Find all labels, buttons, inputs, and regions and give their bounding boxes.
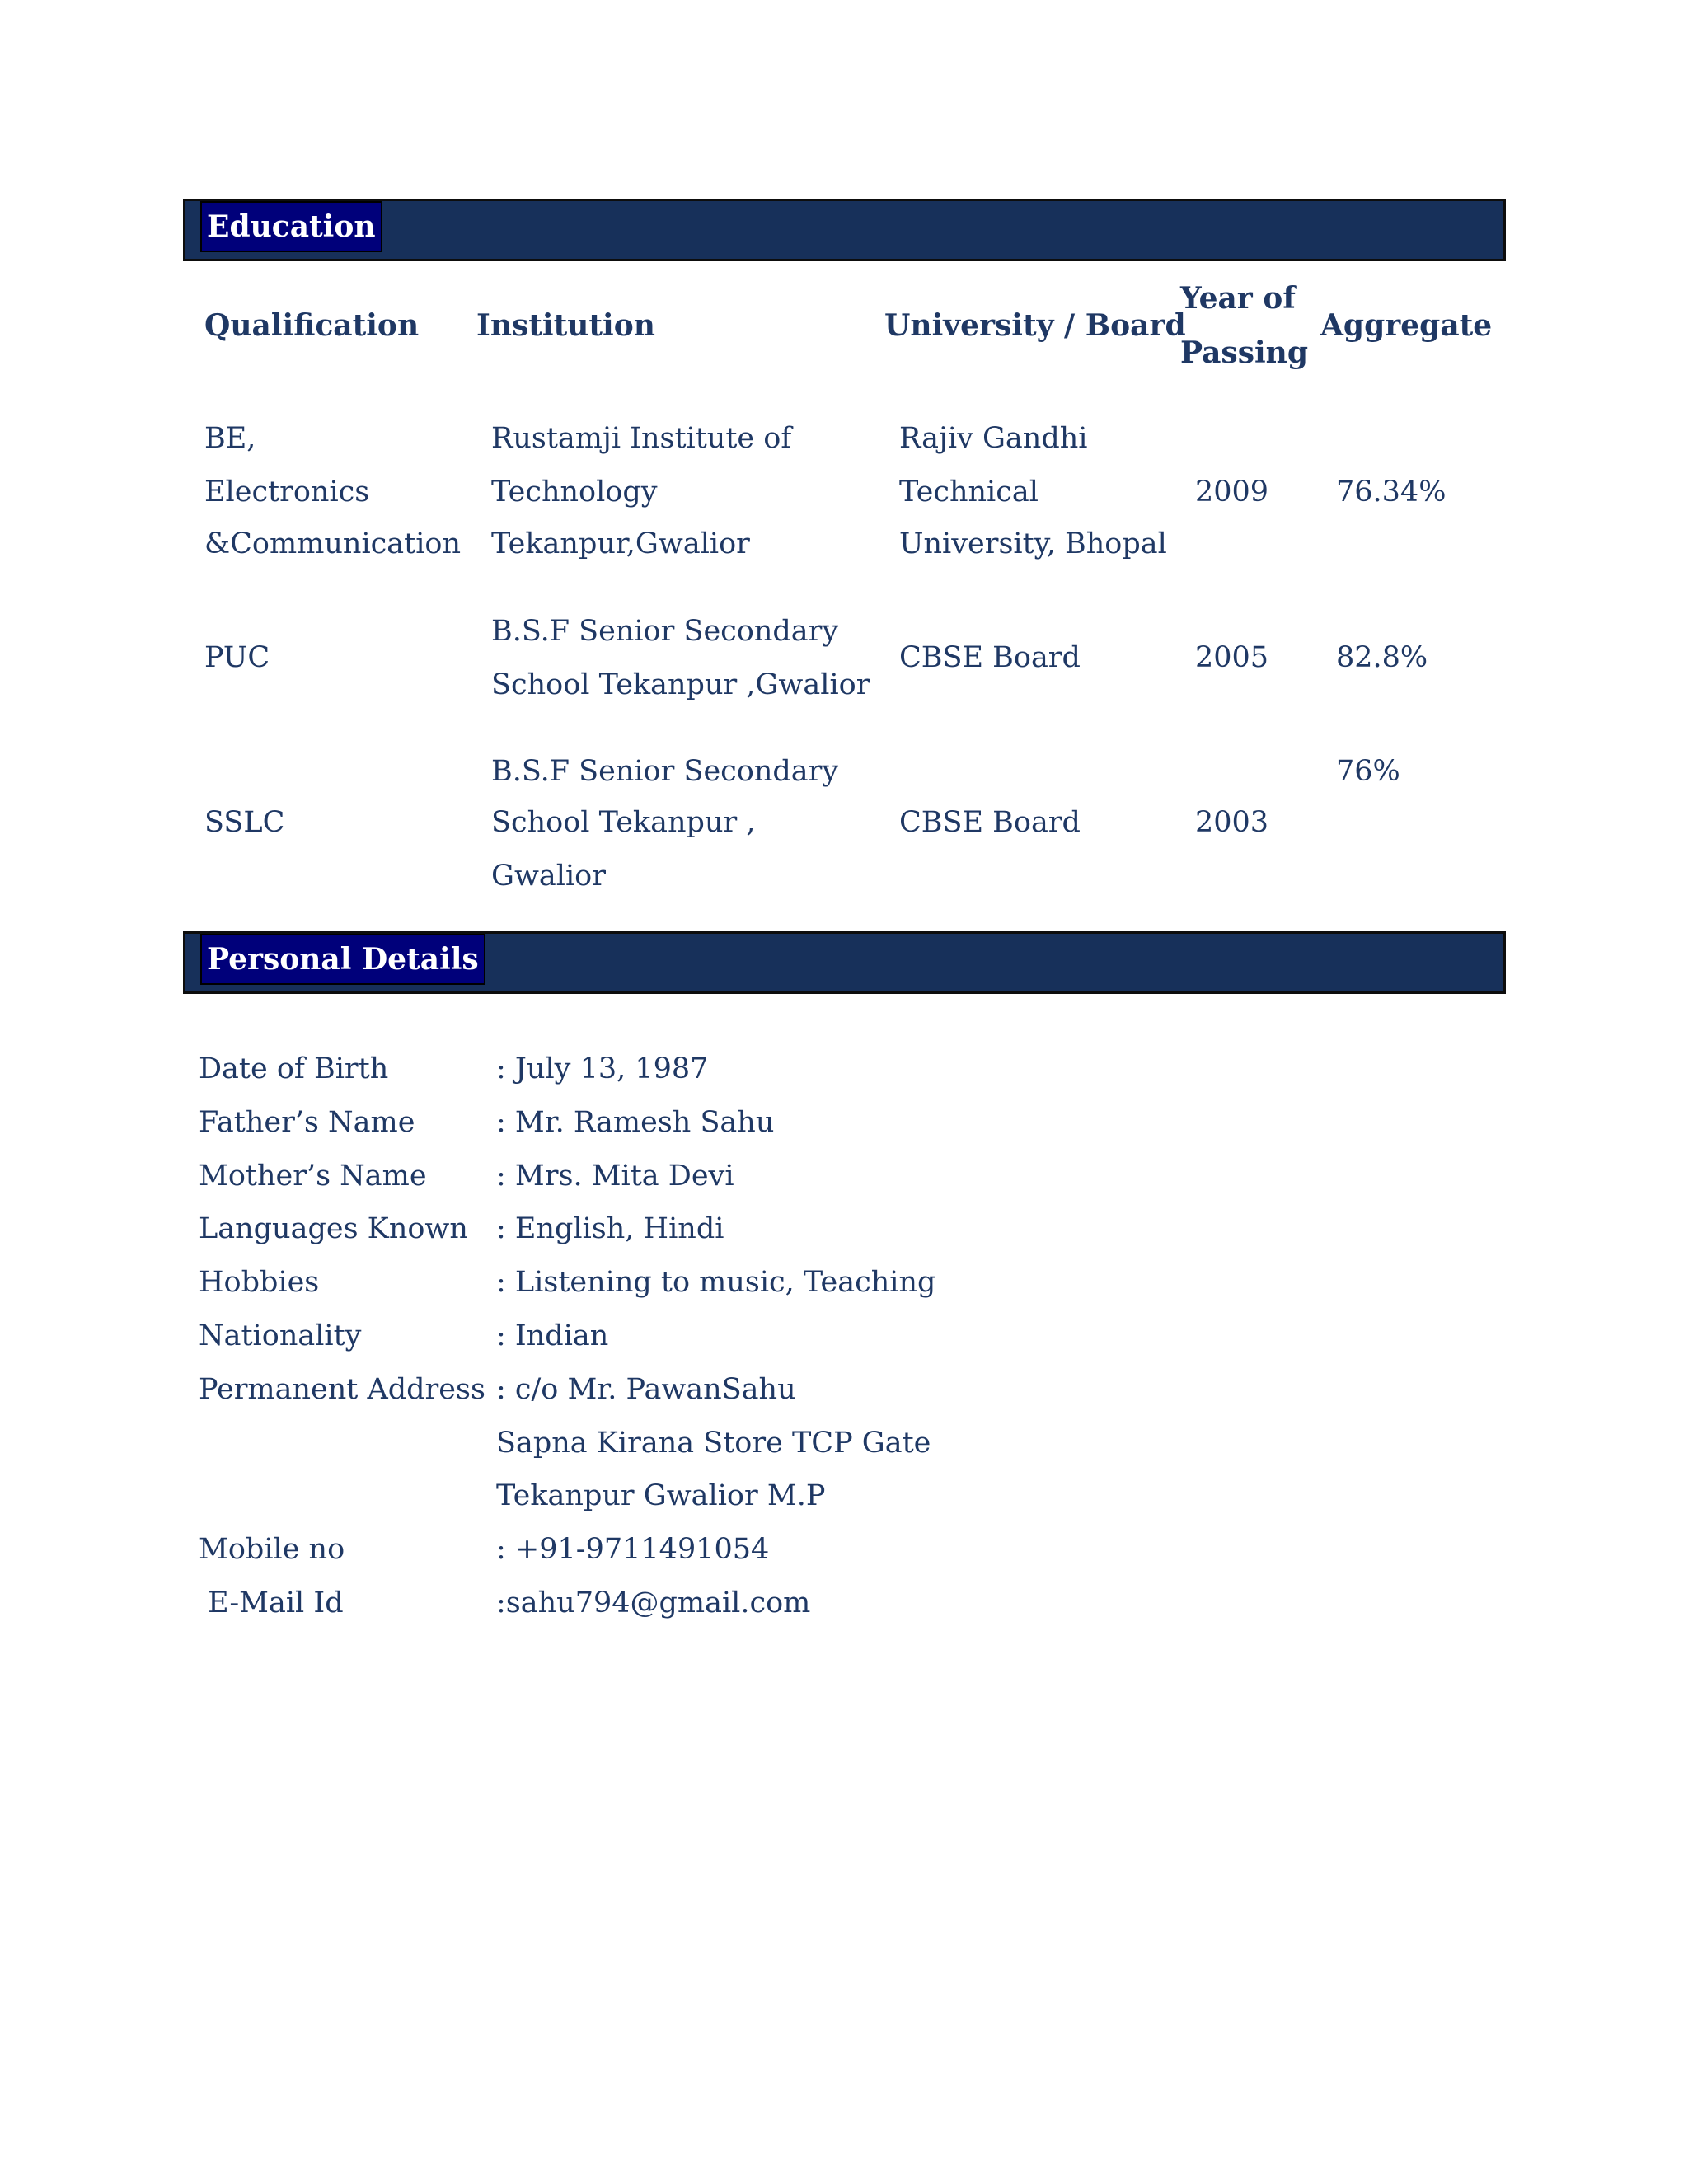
header-aggregate: Aggregate: [1320, 308, 1493, 343]
row1-qualification-line1: BE,: [204, 422, 256, 455]
row1-year: 2009: [1195, 476, 1269, 509]
languages-value: : English, Hindi: [496, 1212, 724, 1245]
row2-institution-line2: School Tekanpur ,Gwalior: [491, 668, 870, 701]
dob-label: Date of Birth: [199, 1052, 389, 1085]
hobbies-value: : Listening to music, Teaching: [496, 1266, 936, 1299]
row2-qualification: PUC: [204, 641, 270, 674]
mobile-value: : +91-9711491054: [496, 1533, 770, 1566]
row1-institution-line3: Tekanpur,Gwalior: [491, 527, 750, 560]
nationality-label: Nationality: [199, 1319, 362, 1352]
header-institution: Institution: [476, 308, 655, 343]
row3-institution-line1: B.S.F Senior Secondary: [491, 755, 839, 788]
header-qualification: Qualification: [204, 308, 420, 343]
row1-university-line1: Rajiv Gandhi: [899, 422, 1088, 455]
row2-aggregate: 82.8%: [1336, 641, 1428, 674]
nationality-value: : Indian: [496, 1319, 609, 1352]
row3-qualification: SSLC: [204, 806, 285, 839]
email-value: :sahu794@gmail.com: [496, 1586, 811, 1619]
father-name-label: Father’s Name: [199, 1106, 415, 1139]
address-line1: : c/o Mr. PawanSahu: [496, 1373, 796, 1406]
education-section-bar: [183, 199, 1506, 261]
father-name-value: : Mr. Ramesh Sahu: [496, 1106, 775, 1139]
row1-institution-line1: Rustamji Institute of: [491, 422, 792, 455]
row3-institution-line2: School Tekanpur ,: [491, 806, 756, 839]
row2-institution-line1: B.S.F Senior Secondary: [491, 615, 839, 648]
row1-university-line2: Technical: [899, 476, 1039, 509]
row3-university: CBSE Board: [899, 806, 1081, 839]
row1-qualification-line2: Electronics: [204, 476, 370, 509]
row1-institution-line2: Technology: [491, 476, 658, 509]
personal-title: Personal Details: [200, 934, 485, 985]
row2-university: CBSE Board: [899, 641, 1081, 674]
hobbies-label: Hobbies: [199, 1266, 320, 1299]
row1-qualification-line3: &Communication: [204, 527, 462, 560]
email-label: E-Mail Id: [199, 1586, 344, 1619]
row1-aggregate: 76.34%: [1336, 476, 1447, 509]
address-line2: Sapna Kirana Store TCP Gate: [496, 1427, 931, 1460]
education-title: Education: [200, 201, 382, 252]
row3-aggregate: 76%: [1336, 755, 1400, 788]
address-line3: Tekanpur Gwalior M.P: [496, 1479, 826, 1512]
row1-university-line3: University, Bhopal: [899, 527, 1167, 560]
header-year-line2: Passing: [1180, 335, 1308, 370]
header-year-line1: Year of: [1180, 281, 1296, 316]
personal-section-bar: [183, 931, 1506, 994]
row3-year: 2003: [1195, 806, 1269, 839]
address-label: Permanent Address: [199, 1373, 485, 1406]
row3-institution-line3: Gwalior: [491, 860, 606, 893]
dob-value: : July 13, 1987: [496, 1052, 709, 1085]
mobile-label: Mobile no: [199, 1533, 345, 1566]
mother-name-value: : Mrs. Mita Devi: [496, 1160, 734, 1193]
row2-year: 2005: [1195, 641, 1269, 674]
languages-label: Languages Known: [199, 1212, 468, 1245]
header-university: University / Board: [884, 308, 1186, 343]
mother-name-label: Mother’s Name: [199, 1160, 427, 1193]
